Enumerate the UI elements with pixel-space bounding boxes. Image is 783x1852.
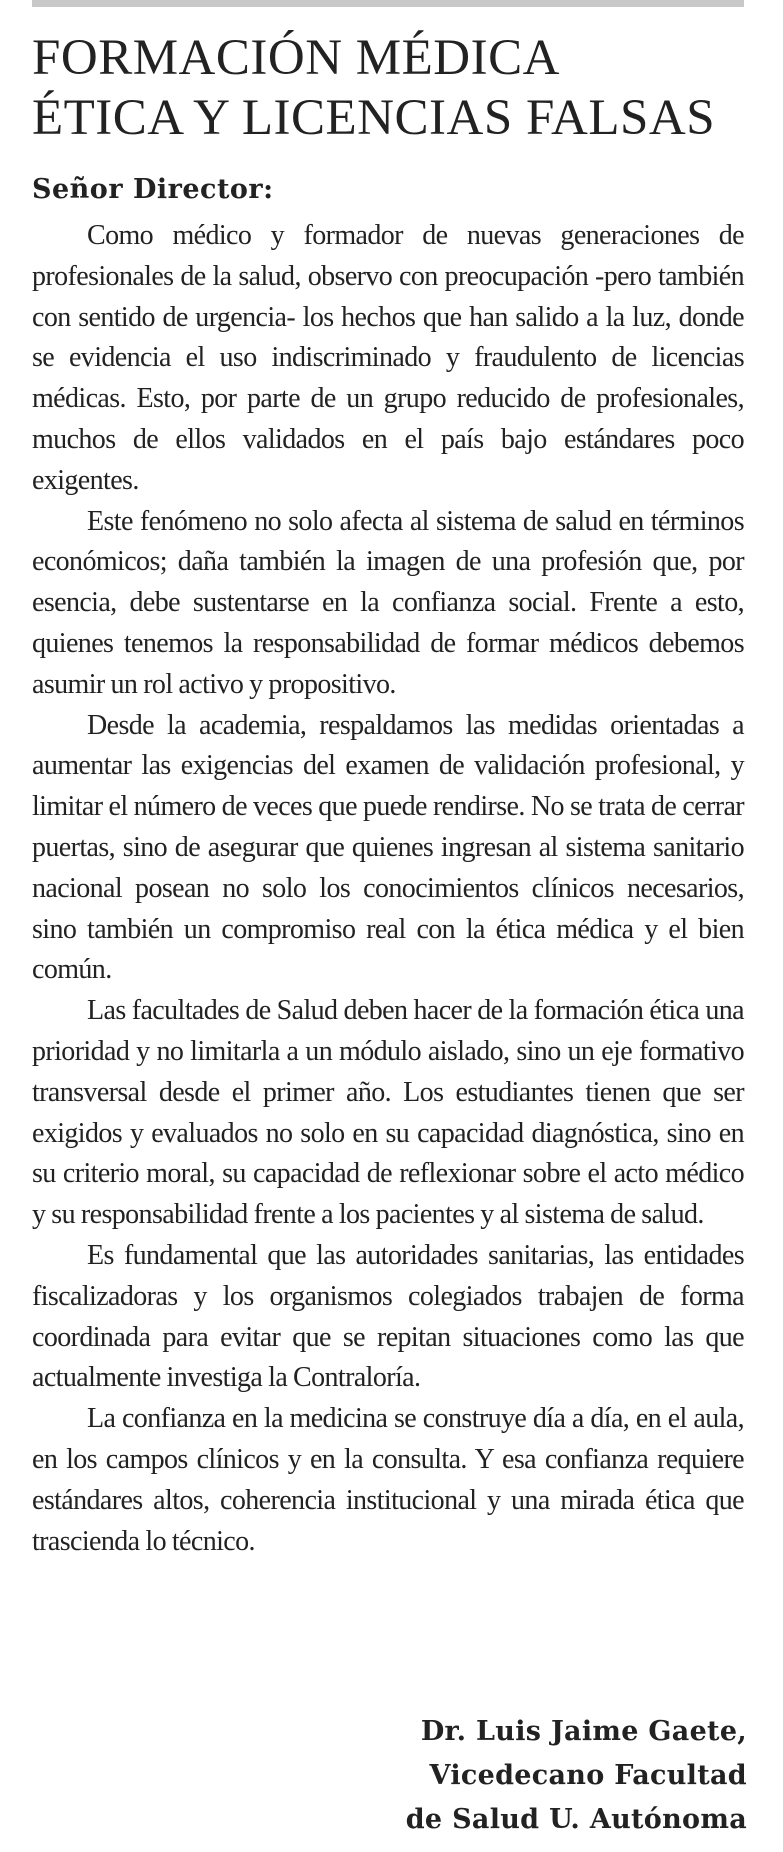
paragraph-1: Como médico y formador de nuevas generaciones de profesionales de la salud, observo con preocupación -pero también con sentido de urgencia- los hechos que han salido a la luz, donde se evidencia el uso indiscriminado y fraudulento de licencias médicas. Esto, por parte de un grupo reducido de profesionales, muchos de ellos validados en el país bajo estándares poco exigentes. bbox=[32, 220, 744, 496]
letter-body bbox=[32, 216, 744, 1562]
paragraph-2: Este fenómeno no solo afecta al sistema de salud en términos económicos; daña también la imagen de una profesión que, por esencia, debe sustentarse en la confianza social. Frente a esto, quienes tenemos la responsabilidad de formar médicos debemos asumir un rol activo y propositivo. bbox=[32, 505, 744, 700]
signature-name: Dr. Luis Jaime Gaete, bbox=[420, 1716, 747, 1747]
title-line-2: ÉTICA Y LICENCIAS FALSAS bbox=[32, 90, 716, 146]
paragraph-4: Las facultades de Salud deben hacer de la formación ética una prioridad y no limitarla a un módulo aislado, sino un eje formativo transversal desde el primer año. Los estudiantes tienen que ser exigidos y evaluados no solo en su capacidad diagnóstica, sino en su criterio moral, su capacidad de reflexionar sobre el acto médico y su responsabilidad frente a los pacientes y al sistema de salud. bbox=[32, 995, 744, 1231]
article-title bbox=[32, 28, 752, 148]
paragraph-6: La confianza en la medicina se construye día a día, en el aula, en los campos clínicos y en la consulta. Y esa confianza requiere estándares altos, coherencia institucional y una mirada ética que trascienda lo técnico. bbox=[32, 1403, 744, 1557]
signature-institution: de Salud U. Autónoma bbox=[405, 1804, 747, 1835]
paragraph-5: Es fundamental que las autoridades sanitarias, las entidades fiscalizadoras y los organismos colegiados trabajen de forma coordinada para evitar que se repitan situaciones como las que actualmente investiga la Contraloría. bbox=[32, 1239, 744, 1394]
signature-role: Vicedecano Facultad bbox=[429, 1760, 747, 1791]
salutation: Señor Director: bbox=[32, 174, 274, 205]
top-rule bbox=[32, 0, 744, 7]
paragraph-3: Desde la academia, respaldamos las medidas orientadas a aumentar las exigencias del examen de validación profesional, y limitar el número de veces que puede rendirse. No se trata de cerrar puertas, sino de asegurar que quienes ingresan al sistema sanitario nacional posean no solo los conocimientos clínicos necesarios, sino también un compromiso real con la ética médica y el bien común. bbox=[32, 709, 744, 986]
title-line-1: FORMACIÓN MÉDICA bbox=[32, 30, 560, 86]
signature-block bbox=[406, 1710, 747, 1842]
